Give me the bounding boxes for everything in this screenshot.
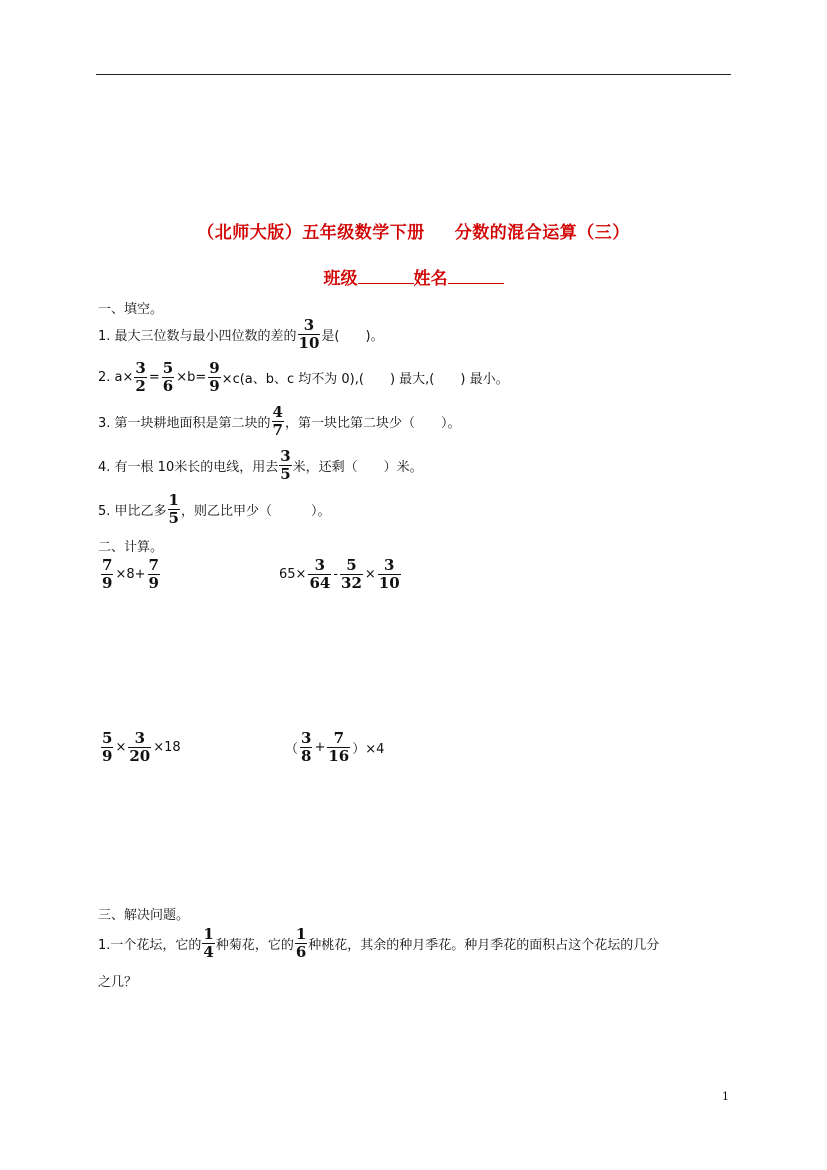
q4-frac-num: 3 <box>280 447 291 465</box>
p1-f1-num: 1 <box>203 925 214 943</box>
section2-heading <box>98 536 163 555</box>
e2-f1-den: 64 <box>309 574 331 592</box>
e4-f2-den: 16 <box>328 747 350 765</box>
question-4 <box>98 449 423 482</box>
e1-mid: ×8+ <box>115 567 146 582</box>
title-part2: 分数的混合运算（三） <box>454 223 630 243</box>
p1-text-pre: 1.一个花坛，它的 <box>98 938 202 953</box>
e4-fraction-2 <box>327 731 350 764</box>
e3-f1-num: 5 <box>102 729 113 747</box>
e1-f2-num: 7 <box>148 556 159 574</box>
e2-pre: 65× <box>279 567 307 582</box>
problem-1 <box>98 927 659 960</box>
header-rule <box>96 74 731 75</box>
e4-f1-num: 3 <box>301 729 312 747</box>
q2-text-pre: 2. a× <box>98 370 134 385</box>
question-1 <box>98 318 384 351</box>
q2-f3-den: 9 <box>209 377 220 395</box>
section1-heading <box>98 298 163 317</box>
section1-heading-text: 一、填空。 <box>98 302 164 317</box>
e3-post: ×18 <box>153 740 181 755</box>
e3-fraction-1 <box>101 731 113 764</box>
q5-fraction <box>168 493 180 526</box>
page-number: 1 <box>722 1090 729 1103</box>
q3-frac-num: 4 <box>272 403 283 421</box>
e1-f1-num: 7 <box>102 556 113 574</box>
p1-f2-den: 6 <box>295 943 307 961</box>
question-5 <box>98 493 331 526</box>
section2-heading-text: 二、计算。 <box>98 540 164 555</box>
expression-2 <box>278 558 402 591</box>
q1-text-post: 是( )。 <box>321 329 384 344</box>
q5-frac-num: 1 <box>168 491 179 509</box>
q3-frac-den: 7 <box>272 421 283 439</box>
e1-fraction-2 <box>148 558 160 591</box>
q2-fraction-3 <box>208 361 220 394</box>
q4-text-post: 米，还剩（ ）米。 <box>292 460 423 475</box>
p1-fraction-2 <box>295 927 307 960</box>
q5-text-pre: 5. 甲比乙多 <box>98 504 167 519</box>
q3-fraction <box>272 405 284 438</box>
e2-mid2: × <box>364 567 376 582</box>
p1-f2-num: 1 <box>295 925 307 943</box>
expression-1 <box>100 558 161 591</box>
e3-mid1: × <box>115 740 127 755</box>
class-blank[interactable] <box>358 269 414 284</box>
q2-f1-num: 3 <box>135 359 146 377</box>
e2-f3-den: 10 <box>378 574 400 592</box>
q2-f2-den: 6 <box>162 377 174 395</box>
question-3 <box>98 405 461 438</box>
class-label: 班级 <box>323 269 358 289</box>
q2-fraction-1 <box>134 361 146 394</box>
q4-text-pre: 4. 有一根 10米长的电线，用去 <box>98 460 279 475</box>
e4-pre: （ <box>285 742 299 757</box>
e2-f3-num: 3 <box>384 556 395 574</box>
e3-f2-den: 20 <box>129 747 151 765</box>
student-info-line <box>0 264 827 289</box>
e1-f2-den: 9 <box>148 574 159 592</box>
title-part1: （北师大版）五年级数学下册 <box>197 223 425 243</box>
q2-mid1: = <box>148 370 160 385</box>
q2-f3-num: 9 <box>209 359 220 377</box>
e2-fraction-3 <box>378 558 401 591</box>
q2-f2-num: 5 <box>162 359 174 377</box>
q2-mid2: ×b= <box>176 370 207 385</box>
q4-frac-den: 5 <box>280 465 291 483</box>
e3-f1-den: 9 <box>102 747 113 765</box>
q3-text-post: ，第一块比第二块少（ ）。 <box>284 416 461 431</box>
e4-fraction-1 <box>300 731 312 764</box>
q2-f1-den: 2 <box>135 377 146 395</box>
name-label: 姓名 <box>413 269 448 289</box>
p1-f1-den: 4 <box>203 943 214 961</box>
q1-fraction <box>298 318 321 351</box>
q3-text-pre: 3. 第一块耕地面积是第二块的 <box>98 416 271 431</box>
expression-3 <box>100 731 182 764</box>
p1-text-post: 种桃花，其余的种月季花。种月季花的面积占这个花坛的几分 <box>308 938 660 953</box>
e4-post: ）×4 <box>352 742 385 757</box>
page-title <box>0 218 827 243</box>
expression-4 <box>284 731 385 764</box>
p1-text-mid: 种菊花，它的 <box>215 938 294 953</box>
q2-text-post: ×c(a、b、c 均不为 0),( ) 最大,( ) 最小。 <box>221 372 509 387</box>
q5-frac-den: 5 <box>168 509 179 527</box>
e1-f1-den: 9 <box>102 574 113 592</box>
e2-fraction-2 <box>340 558 363 591</box>
e2-f2-den: 32 <box>341 574 362 592</box>
q1-frac-num: 3 <box>303 316 315 334</box>
e2-fraction-1 <box>308 558 331 591</box>
e1-fraction-1 <box>101 558 113 591</box>
e4-mid: + <box>314 740 326 755</box>
e3-fraction-2 <box>128 731 151 764</box>
section3-heading-text: 三、解决问题。 <box>98 908 190 923</box>
e2-f1-num: 3 <box>314 556 326 574</box>
section3-heading <box>98 904 189 923</box>
e4-f1-den: 8 <box>301 747 312 765</box>
e2-f2-num: 5 <box>346 556 357 574</box>
p1-fraction-1 <box>202 927 214 960</box>
p1-text-line2: 之几？ <box>98 975 138 990</box>
e4-f2-num: 7 <box>333 729 345 747</box>
q1-frac-den: 10 <box>298 334 320 352</box>
problem-1-line2 <box>98 971 137 990</box>
question-2 <box>98 361 509 394</box>
q5-text-post: ，则乙比甲少（ ）。 <box>180 504 331 519</box>
q2-fraction-2 <box>162 361 174 394</box>
e3-f2-num: 3 <box>134 729 145 747</box>
e2-mid1: - <box>333 567 339 582</box>
name-blank[interactable] <box>448 269 504 284</box>
q1-text-pre: 1. 最大三位数与最小四位数的差的 <box>98 329 297 344</box>
q4-fraction <box>279 449 291 482</box>
